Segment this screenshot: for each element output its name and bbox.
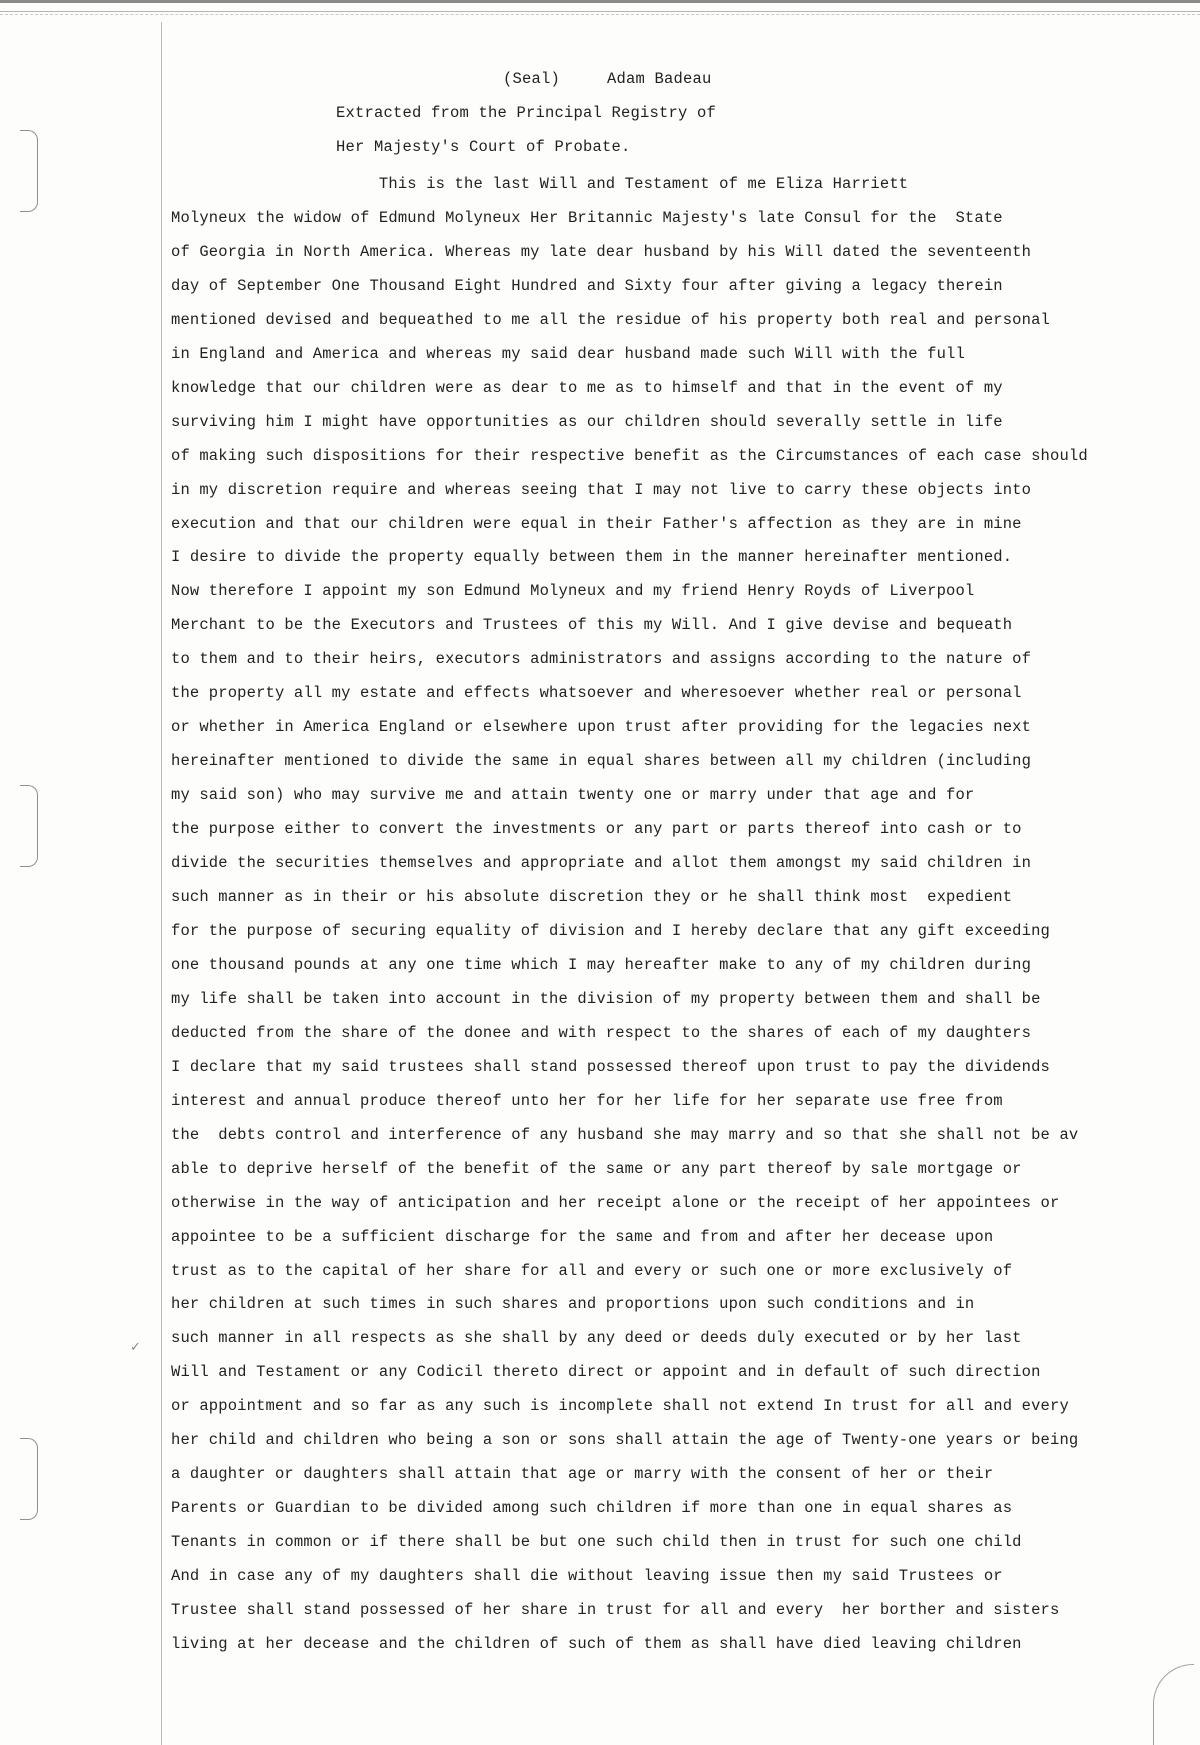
text-line: Now therefore I appoint my son Edmund Molyneux and my friend Henry Royds of Liverpool bbox=[171, 582, 975, 601]
text-line: And in case any of my daughters shall die without leaving issue then my said Trustees or bbox=[171, 1567, 1003, 1586]
text-line: surviving him I might have opportunities as our children should severally settle in life bbox=[171, 412, 1003, 431]
text-line: This is the last Will and Testament of me Eliza Harriett bbox=[171, 175, 909, 193]
binder-hole-top bbox=[20, 130, 38, 212]
text-line: I desire to divide the property equally between them in the manner hereinafter mentioned. bbox=[171, 548, 1013, 567]
text-line: such manner in all respects as she shall by any deed or deeds duly executed or by her last bbox=[171, 1329, 1022, 1348]
text-line: hereinafter mentioned to divide the same in equal shares between all my children (including bbox=[171, 752, 1032, 771]
page-curl-mark bbox=[1153, 1664, 1194, 1745]
text-line: of making such dispositions for their respective benefit as the Circumstances of each case should bbox=[171, 446, 1088, 465]
text-line: or whether in America England or elsewhere upon trust after providing for the legacies next bbox=[171, 718, 1032, 737]
seal-label: (Seal) bbox=[503, 70, 561, 88]
will-body-text bbox=[171, 168, 1171, 1662]
binder-hole-middle bbox=[20, 785, 38, 867]
text-line: of Georgia in North America. Whereas my late dear husband by his Will dated the seventeenth bbox=[171, 242, 1032, 261]
text-line: deducted from the share of the donee and with respect to the shares of each of my daughters bbox=[171, 1023, 1032, 1042]
text-line: divide the securities themselves and appropriate and allot them amongst my said children in bbox=[171, 854, 1032, 873]
text-line: the property all my estate and effects whatsoever and wheresoever whether real or personal bbox=[171, 684, 1022, 703]
text-line: her child and children who being a son or sons shall attain the age of Twenty-one years or being bbox=[171, 1431, 1079, 1450]
check-mark-icon: ✓ bbox=[130, 1340, 141, 1355]
registry-line-2: Her Majesty's Court of Probate. bbox=[336, 138, 631, 156]
text-line: Parents or Guardian to be divided among such children if more than one in equal shares as bbox=[171, 1499, 1013, 1518]
binder-hole-bottom bbox=[20, 1438, 38, 1520]
registry-line-1: Extracted from the Principal Registry of bbox=[336, 104, 717, 122]
text-line: living at her decease and the children of such of them as shall have died leaving children bbox=[171, 1634, 1022, 1653]
text-line: Will and Testament or any Codicil thereto direct or appoint and in default of such direction bbox=[171, 1363, 1041, 1382]
top-paper-edge bbox=[0, 0, 1200, 12]
text-line: one thousand pounds at any one time which I may hereafter make to any of my children during bbox=[171, 955, 1032, 974]
text-line: in England and America and whereas my said dear husband made such Will with the full bbox=[171, 344, 965, 363]
text-line: Tenants in common or if there shall be but one such child then in trust for such one child bbox=[171, 1533, 1022, 1552]
text-line: execution and that our children were equal in their Father's affection as they are in mine bbox=[171, 514, 1022, 533]
text-line: to them and to their heirs, executors administrators and assigns according to the nature of bbox=[171, 650, 1032, 669]
text-line: a daughter or daughters shall attain that age or marry with the consent of her or their bbox=[171, 1465, 994, 1484]
text-line: knowledge that our children were as dear to me as to himself and that in the event of my bbox=[171, 378, 1003, 397]
text-line: the debts control and interference of any husband she may marry and so that she shall not be av bbox=[171, 1125, 1079, 1144]
text-line: interest and annual produce thereof unto her for her life for her separate use free from bbox=[171, 1091, 1003, 1110]
top-perforation bbox=[0, 14, 1200, 15]
text-line: otherwise in the way of anticipation and her receipt alone or the receipt of her appointees or bbox=[171, 1193, 1060, 1212]
text-line: able to deprive herself of the benefit of the same or any part thereof by sale mortgage or bbox=[171, 1159, 1022, 1178]
text-line: I declare that my said trustees shall stand possessed thereof upon trust to pay the dividends bbox=[171, 1057, 1050, 1076]
text-line: mentioned devised and bequeathed to me all the residue of his property both real and personal bbox=[171, 310, 1050, 329]
left-margin-rule bbox=[161, 22, 162, 1745]
text-line: the purpose either to convert the investments or any part or parts thereof into cash or to bbox=[171, 820, 1022, 839]
text-line: in my discretion require and whereas seeing that I may not live to carry these objects into bbox=[171, 480, 1032, 499]
text-line: my said son) who may survive me and attain twenty one or marry under that age and for bbox=[171, 786, 975, 805]
text-line: or appointment and so far as any such is incomplete shall not extend In trust for all and every bbox=[171, 1397, 1069, 1416]
text-line: my life shall be taken into account in the division of my property between them and shall be bbox=[171, 989, 1041, 1008]
text-line: appointee to be a sufficient discharge for the same and from and after her decease upon bbox=[171, 1227, 994, 1246]
text-line: day of September One Thousand Eight Hundred and Sixty four after giving a legacy therein bbox=[171, 276, 1003, 295]
text-line: Merchant to be the Executors and Trustees of this my Will. And I give devise and bequeath bbox=[171, 616, 1013, 635]
signatory-name: Adam Badeau bbox=[607, 70, 712, 88]
text-line: trust as to the capital of her share for all and every or such one or more exclusively of bbox=[171, 1261, 1013, 1280]
text-line: Molyneux the widow of Edmund Molyneux Her Britannic Majesty's late Consul for the State bbox=[171, 208, 1003, 227]
text-line: her children at such times in such shares and proportions upon such conditions and in bbox=[171, 1295, 975, 1314]
text-line: such manner as in their or his absolute discretion they or he shall think most expedient bbox=[171, 888, 1013, 907]
text-line: Trustee shall stand possessed of her share in trust for all and every her borther and sisters bbox=[171, 1601, 1060, 1620]
text-line: for the purpose of securing equality of division and I hereby declare that any gift exceeding bbox=[171, 921, 1050, 940]
